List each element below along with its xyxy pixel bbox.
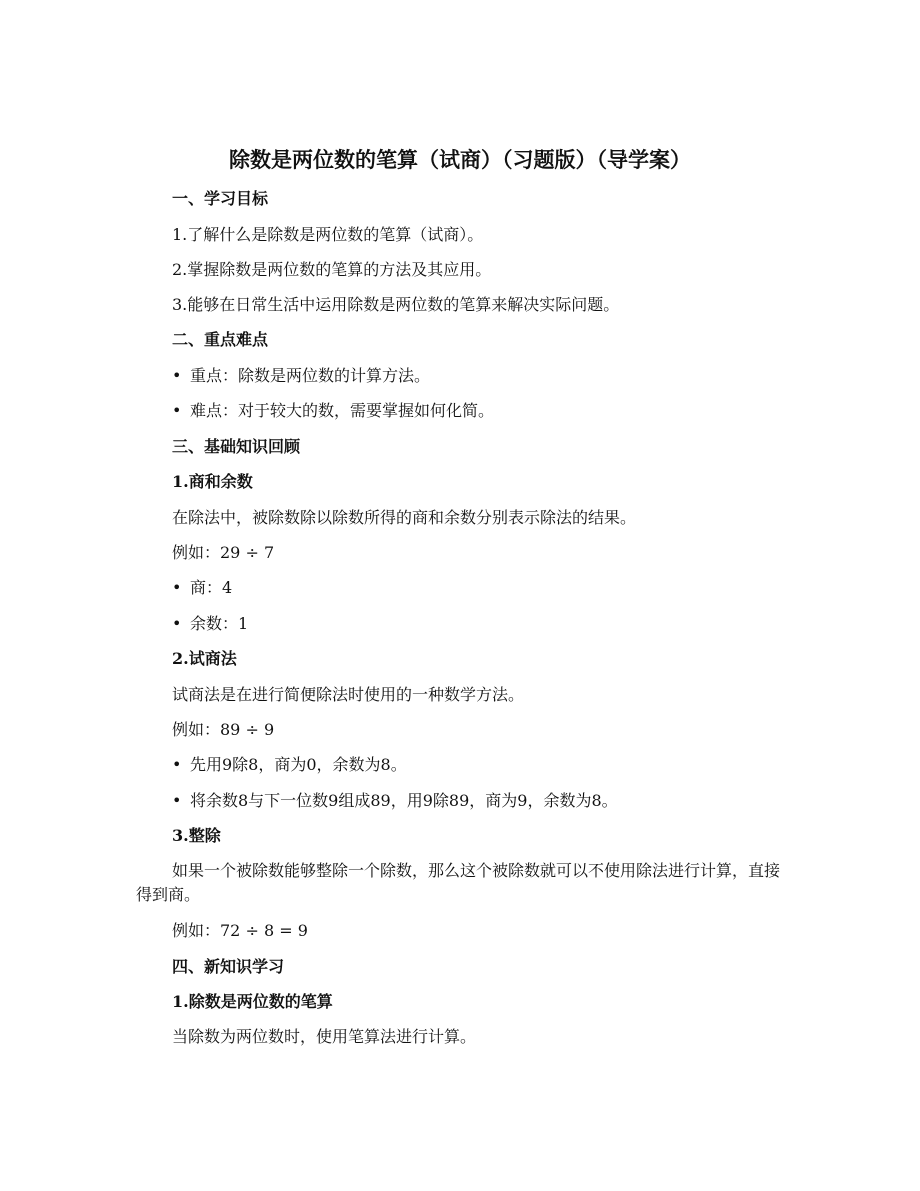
objective-item: 1.了解什么是除数是两位数的笔算（试商）。 <box>172 225 484 244</box>
subsection-heading: 1.除数是两位数的笔算 <box>172 992 333 1011</box>
example-line: 例如：29 ÷ 7 <box>172 543 275 562</box>
bullet-text: 余数：1 <box>190 614 249 633</box>
bullet-text: 先用9除8，商为0，余数为8。 <box>190 755 407 774</box>
bullet-text: 商：4 <box>190 578 233 597</box>
objective-item: 2.掌握除数是两位数的笔算的方法及其应用。 <box>172 260 492 279</box>
subsection-heading: 3.整除 <box>172 826 221 845</box>
bullet-item <box>172 613 248 635</box>
bullet-text: 难点：对于较大的数，需要掌握如何化简。 <box>190 401 495 420</box>
bullet-item <box>172 790 618 812</box>
bullet-item <box>172 365 430 387</box>
subsection-heading: 2.试商法 <box>172 649 237 668</box>
bullet-item <box>172 577 232 599</box>
bullet-item <box>172 400 494 422</box>
paragraph: 当除数为两位数时，使用笔算法进行计算。 <box>172 1027 477 1046</box>
section-heading-review: 三、基础知识回顾 <box>172 437 301 456</box>
paragraph: 在除法中，被除数除以除数所得的商和余数分别表示除法的结果。 <box>172 508 637 527</box>
page-title: 除数是两位数的笔算（试商）（习题版）（导学案） <box>229 147 691 172</box>
section-heading-objectives: 一、学习目标 <box>172 189 269 208</box>
paragraph: 试商法是在进行简便除法时使用的一种数学方法。 <box>172 685 525 704</box>
section-heading-key-points: 二、重点难点 <box>172 330 269 349</box>
bullet-text: 将余数8与下一位数9组成89，用9除89，商为9，余数为8。 <box>190 791 618 810</box>
subsection-heading: 1.商和余数 <box>172 472 253 491</box>
example-line: 例如：89 ÷ 9 <box>172 720 275 739</box>
example-line: 例如：72 ÷ 8 = 9 <box>172 921 308 940</box>
paragraph: 如果一个被除数能够整除一个除数，那么这个被除数就可以不使用除法进行计算，直接得到商。 <box>136 861 781 904</box>
bullet-item <box>172 754 407 776</box>
bullet-text: 重点：除数是两位数的计算方法。 <box>190 366 431 385</box>
objective-item: 3.能够在日常生活中运用除数是两位数的笔算来解决实际问题。 <box>172 295 620 314</box>
section-heading-new-knowledge: 四、新知识学习 <box>172 957 285 976</box>
